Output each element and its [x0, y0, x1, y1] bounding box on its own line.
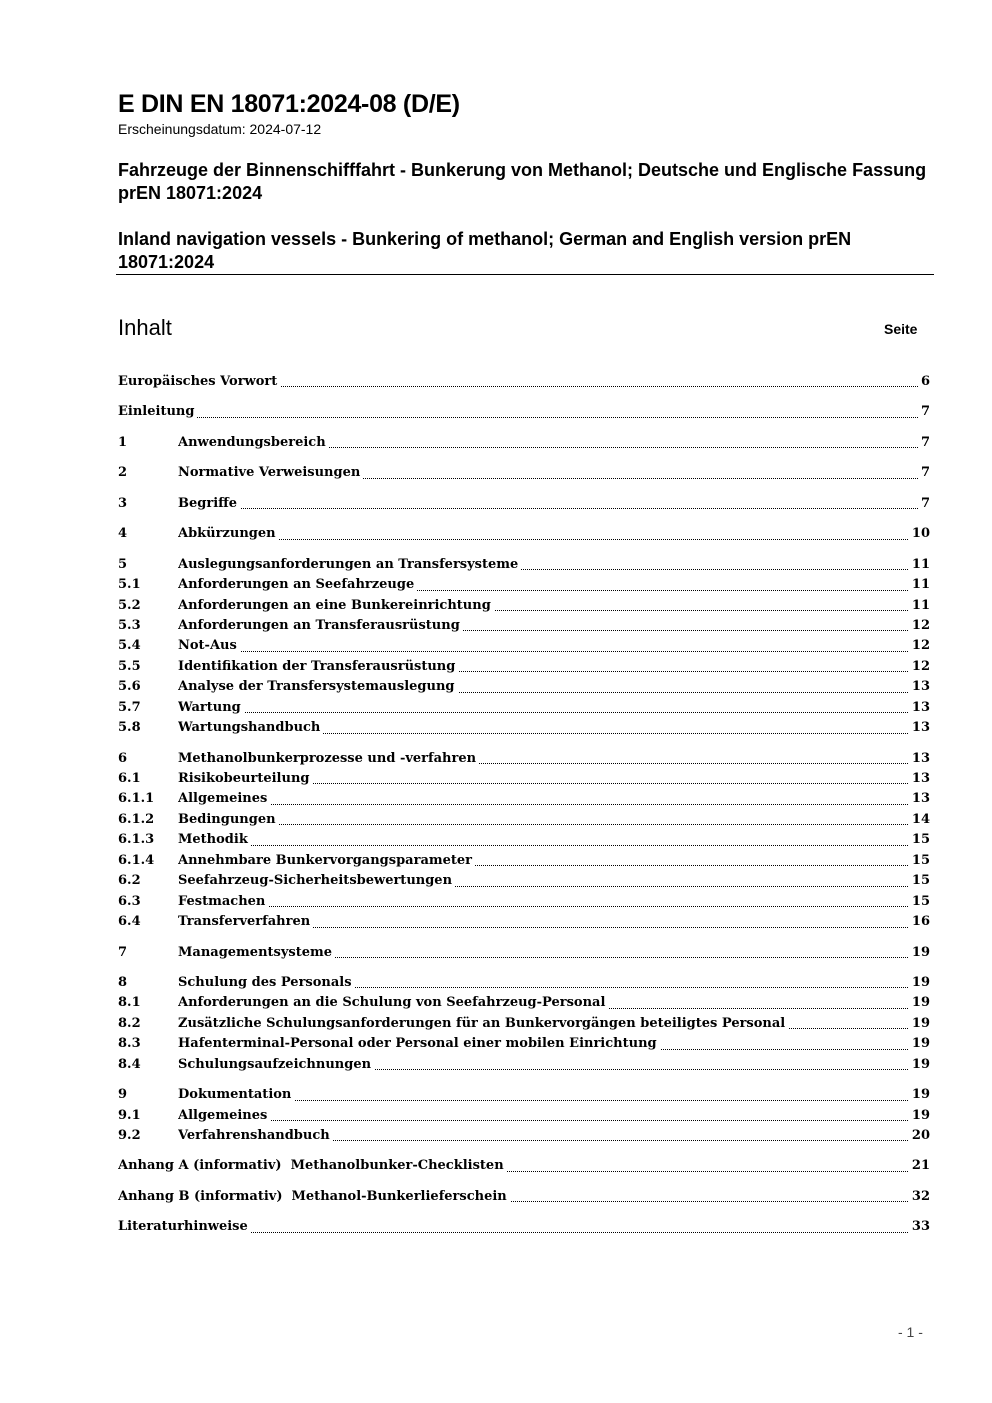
toc-entry-page: 7 — [918, 463, 930, 483]
toc-entry-title: Methodik — [178, 832, 251, 847]
document-id: E DIN EN 18071:2024-08 (D/E) — [118, 90, 460, 118]
toc-entry-page: 19 — [909, 1014, 930, 1034]
table-of-contents — [118, 372, 930, 1238]
toc-entry[interactable] — [118, 616, 930, 636]
toc-entry[interactable] — [118, 912, 930, 932]
toc-entry-title: Bedingungen — [178, 812, 279, 827]
toc-entry-page: 12 — [909, 616, 930, 636]
toc-entry-number: 8.3 — [118, 1036, 141, 1052]
toc-entry-title: Hafenterminal-Personal oder Personal einer mobilen Einrichtung — [178, 1036, 660, 1051]
toc-entry-number: 5.4 — [118, 638, 141, 654]
toc-entry-title: Wartungshandbuch — [178, 720, 323, 735]
toc-entry-number: 5 — [118, 556, 128, 572]
toc-entry[interactable] — [118, 636, 930, 656]
toc-entry-title: Analyse der Transfersystemauslegung — [178, 679, 458, 694]
toc-entry-page: 13 — [909, 698, 930, 718]
toc-entry[interactable] — [118, 871, 930, 891]
toc-entry-page: 19 — [909, 943, 930, 963]
toc-entry-page: 19 — [909, 1085, 930, 1105]
toc-entry-page: 13 — [909, 718, 930, 738]
toc-entry[interactable] — [118, 657, 930, 677]
toc-entry-page: 21 — [909, 1156, 930, 1176]
toc-entry-number: 8 — [118, 974, 128, 990]
toc-entry-number: 5.1 — [118, 577, 141, 593]
toc-entry[interactable] — [118, 851, 930, 871]
toc-entry-title: Begriffe — [178, 496, 240, 511]
toc-entry-title: Transferverfahren — [178, 914, 313, 929]
toc-entry-number: 5.8 — [118, 720, 141, 736]
title-english: Inland navigation vessels - Bunkering of methanol; German and English version prEN 18071:2024 — [118, 229, 852, 272]
toc-entry-page: 13 — [909, 749, 930, 769]
toc-entry-page: 16 — [909, 912, 930, 932]
toc-entry[interactable] — [118, 698, 930, 718]
toc-entry-title: Anforderungen an die Schulung von Seefahrzeug-Personal — [178, 995, 608, 1010]
toc-entry-title: Festmachen — [178, 894, 268, 909]
toc-entry-page: 7 — [918, 402, 930, 422]
toc-entry-number: 5.5 — [118, 658, 141, 674]
toc-entry-number: 9.1 — [118, 1107, 141, 1123]
toc-entry-page: 11 — [909, 555, 930, 575]
toc-entry-page: 15 — [909, 851, 930, 871]
toc-entry-number: 6.1.4 — [118, 852, 155, 868]
toc-entry[interactable] — [118, 1126, 930, 1146]
toc-entry-title: Methanolbunkerprozesse und -verfahren — [178, 751, 479, 766]
toc-entry-number: 6 — [118, 750, 128, 766]
toc-entry[interactable] — [118, 892, 930, 912]
toc-entry-number: 5.7 — [118, 699, 141, 715]
toc-entry-title: Europäisches Vorwort — [118, 374, 280, 389]
toc-entry-title: Identifikation der Transferausrüstung — [178, 659, 458, 674]
toc-entry-page: 13 — [909, 789, 930, 809]
toc-entry-number: 8.1 — [118, 995, 141, 1011]
toc-entry-title: Anforderungen an Transferausrüstung — [178, 618, 463, 633]
toc-entry-title: Zusätzliche Schulungsanforderungen für an Bunkervorgängen beteiligtes Personal — [178, 1016, 788, 1031]
toc-entry-number: 5.2 — [118, 597, 141, 613]
toc-entry-title: Not-Aus — [178, 638, 240, 653]
toc-entry-number: 2 — [118, 465, 128, 481]
toc-entry-page: 7 — [918, 433, 930, 453]
toc-entry-title: Abkürzungen — [178, 526, 279, 541]
toc-entry-page: 6 — [918, 372, 930, 392]
toc-entry[interactable] — [118, 993, 930, 1013]
toc-entry[interactable] — [118, 1034, 930, 1054]
toc-entry[interactable] — [118, 718, 930, 738]
toc-entry-title: Verfahrenshandbuch — [178, 1128, 333, 1143]
toc-entry[interactable] — [118, 1106, 930, 1126]
toc-entry-title: Anforderungen an Seefahrzeuge — [178, 577, 417, 592]
toc-entry-number: 6.3 — [118, 893, 141, 909]
toc-entry[interactable] — [118, 555, 930, 575]
header-divider — [116, 274, 934, 275]
toc-entry[interactable] — [118, 575, 930, 595]
toc-entry-title: Allgemeines — [178, 1108, 270, 1123]
toc-entry-page: 11 — [909, 575, 930, 595]
toc-entry[interactable] — [118, 1055, 930, 1075]
toc-entry-title: Dokumentation — [178, 1087, 294, 1102]
toc-entry[interactable] — [118, 677, 930, 697]
toc-entry-number: 8.4 — [118, 1056, 141, 1072]
toc-entry-number: 1 — [118, 434, 128, 450]
toc-entry[interactable] — [118, 830, 930, 850]
toc-entry[interactable] — [118, 789, 930, 809]
page-number: - 1 - — [898, 1324, 923, 1340]
toc-entry-page: 12 — [909, 636, 930, 656]
toc-entry-title: Normative Verweisungen — [178, 465, 363, 480]
toc-entry-title: Allgemeines — [178, 791, 270, 806]
toc-entry-number: 6.1.1 — [118, 791, 155, 807]
toc-entry-page: 13 — [909, 677, 930, 697]
toc-entry-title: Managementsysteme — [178, 945, 335, 960]
title-german: Fahrzeuge der Binnenschifffahrt - Bunkerung von Methanol; Deutsche und Englische Fassung prEN 18071:2024 — [118, 160, 927, 203]
toc-entry[interactable] — [118, 372, 930, 392]
toc-entry[interactable] — [118, 494, 930, 514]
toc-entry[interactable] — [118, 433, 930, 453]
toc-entry-title: Anforderungen an eine Bunkereinrichtung — [178, 598, 494, 613]
toc-entry-title: Risikobeurteilung — [178, 771, 313, 786]
toc-entry-page: 14 — [909, 810, 930, 830]
toc-entry-number: 6.4 — [118, 914, 141, 930]
toc-entry[interactable] — [118, 1217, 930, 1237]
toc-entry-title: Wartung — [178, 700, 244, 715]
toc-entry[interactable] — [118, 769, 930, 789]
toc-entry-title: Anhang A (informativ) Methanolbunker-Checklisten — [118, 1158, 507, 1173]
toc-entry-number: 3 — [118, 495, 128, 511]
toc-entry-number: 6.2 — [118, 873, 141, 889]
toc-entry[interactable] — [118, 943, 930, 963]
toc-entry-title: Literaturhinweise — [118, 1219, 251, 1234]
toc-entry-number: 9 — [118, 1087, 128, 1103]
toc-entry-title: Anwendungsbereich — [178, 435, 329, 450]
toc-entry[interactable] — [118, 596, 930, 616]
toc-entry-number: 4 — [118, 526, 128, 542]
toc-entry-number: 8.2 — [118, 1015, 141, 1031]
toc-entry-title: Einleitung — [118, 404, 197, 419]
toc-entry[interactable] — [118, 1085, 930, 1105]
toc-entry-page: 19 — [909, 1034, 930, 1054]
toc-entry[interactable] — [118, 749, 930, 769]
toc-page-column-label: Seite — [884, 321, 918, 337]
toc-entry-page: 19 — [909, 1106, 930, 1126]
toc-entry-page: 33 — [909, 1217, 930, 1237]
toc-entry[interactable] — [118, 402, 930, 422]
publication-date: Erscheinungsdatum: 2024-07-12 — [118, 121, 322, 137]
toc-entry-number: 5.6 — [118, 679, 141, 695]
toc-entry-page: 12 — [909, 657, 930, 677]
toc-entry[interactable] — [118, 463, 930, 483]
toc-entry-page: 13 — [909, 769, 930, 789]
toc-entry[interactable] — [118, 524, 930, 544]
toc-entry-page: 15 — [909, 871, 930, 891]
toc-entry-title: Auslegungsanforderungen an Transfersysteme — [178, 557, 521, 572]
toc-entry-number: 7 — [118, 944, 128, 960]
toc-entry-title: Seefahrzeug-Sicherheitsbewertungen — [178, 873, 455, 888]
toc-entry-number: 9.2 — [118, 1128, 141, 1143]
toc-entry-page: 32 — [909, 1187, 930, 1207]
toc-entry-title: Annehmbare Bunkervorgangsparameter — [178, 853, 475, 868]
toc-entry-page: 10 — [909, 524, 930, 544]
toc-entry[interactable] — [118, 973, 930, 993]
toc-entry[interactable] — [118, 1187, 930, 1207]
toc-entry-number: 6.1.3 — [118, 832, 155, 848]
toc-entry[interactable] — [118, 810, 930, 830]
toc-entry-page: 7 — [918, 494, 930, 514]
toc-entry-page: 15 — [909, 892, 930, 912]
toc-entry-number: 6.1 — [118, 771, 141, 786]
toc-entry-page: 19 — [909, 993, 930, 1013]
toc-entry-page: 11 — [909, 596, 930, 616]
toc-entry-page: 20 — [909, 1126, 930, 1146]
toc-entry-page: 19 — [909, 1055, 930, 1075]
toc-heading: Inhalt — [118, 315, 172, 340]
toc-entry[interactable] — [118, 1014, 930, 1034]
toc-entry-title: Schulungsaufzeichnungen — [178, 1057, 374, 1072]
toc-entry-page: 15 — [909, 830, 930, 850]
toc-entry-title: Anhang B (informativ) Methanol-Bunkerlieferschein — [118, 1189, 510, 1204]
toc-entry-number: 6.1.2 — [118, 811, 155, 827]
toc-entry-title: Schulung des Personals — [178, 975, 355, 990]
toc-entry-page: 19 — [909, 973, 930, 993]
toc-entry-number: 5.3 — [118, 617, 141, 633]
toc-entry[interactable] — [118, 1156, 930, 1176]
